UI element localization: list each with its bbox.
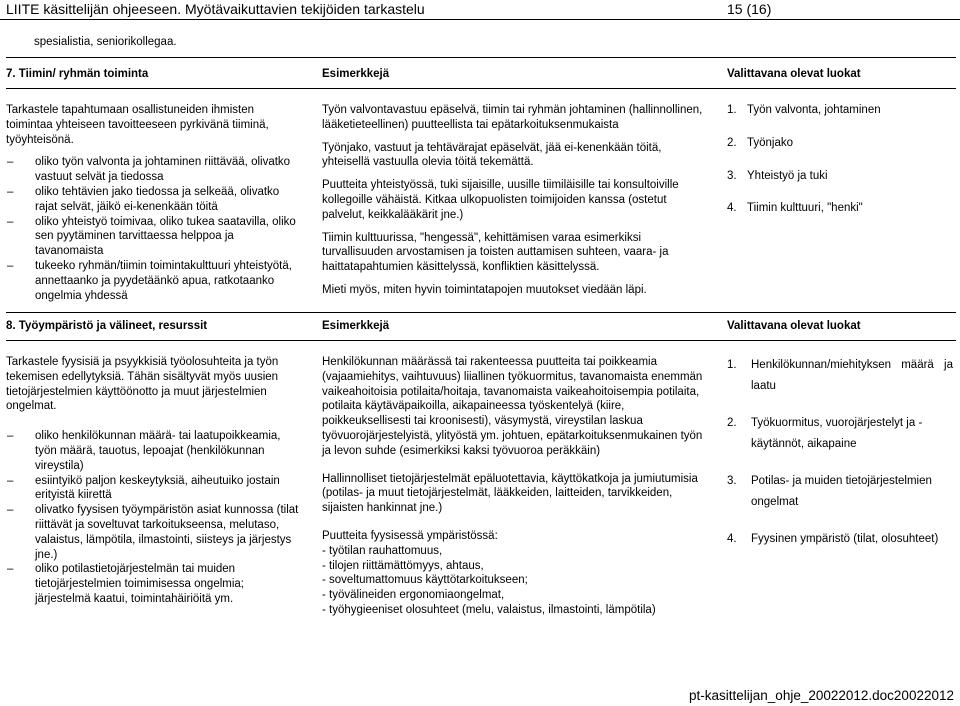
section-8-intro: Tarkastele fyysisiä ja psyykkisiä työolosuhteita ja työn tekemisen edellytyksiä. Tähän sisältyvät myös uusien tietojärjestelmien käyttöönotto ja muut järjestelmien ongelmat. <box>6 356 279 413</box>
divider <box>6 57 956 58</box>
question-item: – oliko työn valvonta ja johtaminen riittävää, olivatko vastuut selvät ja tiedossa <box>6 155 302 185</box>
divider <box>6 312 956 313</box>
section-8-examples-heading: Esimerkkejä <box>322 320 390 332</box>
class-label: Yhteistyö ja tuki <box>747 169 828 182</box>
section-7-intro: Tarkastele tapahtumaan osallistuneiden ihmisten toimintaa yhteiseen tavoitteeseen pyrkivänä tiiminä, työyhteisönä. <box>6 104 269 146</box>
class-number: 2. <box>727 417 737 429</box>
section-7-description <box>6 103 302 303</box>
section-8-examples <box>322 355 714 626</box>
example-paragraph: Työn valvontavastuu epäselvä, tiimin tai ryhmän johtaminen (hallinnollinen, lääketieteellinen) puutteellista tai epätarkoituksenmukaista <box>322 104 703 131</box>
question-item: – oliko henkilökunnan määrä- tai laatupoikkeamia, työn määrä, tauotus, lepoajat (henkilökunnan vireystila) <box>6 429 302 473</box>
section-8-classes-heading: Valittavana olevat luokat <box>727 320 861 332</box>
example-paragraph: Henkilökunnan määrässä tai rakenteessa puutteita tai poikkeamia (vajaamiehitys, vaihtuvuus) liiallinen työkuormitus, tavanomaista enemmän vaikeahoitoisia potilaita/hoitaja, tavanomaista vaikeahoitoisempia potilaita, potilaita käytäväpaikoilla, aikapaineessa työskentelyä (kiire, poikkeuksellisesti tai kroonisesti), väsymystä, vireystilan laskua työvuorojärjestelyistä, ylityöstä ym. johtuen, epätarkoituksenmukainen työn ja levon suhde (esimerkiksi kaksi työvuoroa peräkkäin) <box>322 356 703 457</box>
question-item: – olivatko fyysisen työympäristön asiat kunnossa (tilat riittävät ja soveltuvat tarkoitukseensa, melutaso, valaistus, lämpötila, ilmastointi, siisteys ja järjestys jne.) <box>6 503 302 562</box>
class-number: 2. <box>727 136 737 149</box>
class-item <box>727 136 952 151</box>
class-item <box>727 103 952 118</box>
document-title: LIITE käsittelijän ohjeeseen. Myötävaikuttavien tekijöiden tarkastelu <box>6 1 425 17</box>
class-number: 1. <box>727 359 737 371</box>
class-item <box>727 169 952 184</box>
class-item <box>727 201 952 216</box>
class-item <box>727 355 953 397</box>
section-7-heading: 7. Tiimin/ ryhmän toiminta <box>6 68 149 80</box>
class-label: Potilas- ja muiden tietojärjestelmien ongelmat <box>751 475 932 508</box>
document-footer: pt-kasittelijan_ohje_20022012.doc20022012 <box>689 688 954 703</box>
class-label: Työnjako <box>747 136 794 149</box>
class-label: Fyysinen ympäristö (tilat, olosuhteet) <box>751 533 939 545</box>
class-label: Työkuormitus, vuorojärjestelyt ja -käytännöt, aikapaine <box>751 417 923 450</box>
section-8-description <box>6 355 302 607</box>
question-item: – oliko yhteistyö toimivaa, oliko tukea saatavilla, oliko sen pyytäminen tarvittaessa helppoa ja tavanomaista <box>6 215 302 259</box>
class-item <box>727 413 953 455</box>
section-8-heading: 8. Työympäristö ja välineet, resurssit <box>6 320 208 332</box>
section-8-classes <box>727 355 953 550</box>
example-paragraph: Puutteita fyysisessä ympäristössä: - työtilan rauhattomuus, - tilojen riittämättömyys, ahtaus, - soveltumattomuus käyttötarkoitukseen; - työvälineiden ergonomiaongelmat, - työhygieeniset olosuhteet (melu, valaistus, ilmastointi, lämpötila) <box>322 529 656 616</box>
divider <box>6 88 956 89</box>
example-paragraph: Hallinnolliset tietojärjestelmät epäluotettavia, käyttökatkoja ja jumiutumisia (potilas- ja muut tietojärjestelmät, lääkkeiden, laitteiden, tarvikkeiden, sijaisten hankinnat jne.) <box>322 472 698 515</box>
question-item: – oliko tehtävien jako tiedossa ja selkeää, olivatko rajat selvät, jäikö ei-kenenkään töitä <box>6 185 302 215</box>
class-label: Tiimin kulttuuri, "henki" <box>747 202 863 215</box>
question-item: – oliko potilastietojärjestelmän tai muiden tietojärjestelmien toimimisessa ongelmia; järjestelmä kaatui, toimintahäiriöitä ym. <box>6 562 302 606</box>
section-8-questions <box>6 429 302 607</box>
example-paragraph: Mieti myös, miten hyvin toimintatapojen muutokset viedään läpi. <box>322 283 647 296</box>
section-7-examples-heading: Esimerkkejä <box>322 68 390 80</box>
question-item: – esiintyikö paljon keskeytyksiä, aiheutuiko jostain erityistä kiirettä <box>6 474 302 504</box>
continuation-text: spesialistia, seniorikollegaa. <box>34 36 177 48</box>
class-label: Työn valvonta, johtaminen <box>747 104 881 116</box>
example-paragraph: Tiimin kulttuurissa, "hengessä", kehittämisen varaa esimerkiksi turvallisuuden arvostamisen ja toisten auttamisen suhteen, vaara- ja haittatapahtumien käsittelyssä, konfliktien käsittelyssä. <box>322 231 669 274</box>
section-7-classes <box>727 103 952 216</box>
class-item <box>727 529 953 550</box>
divider <box>6 340 956 341</box>
class-item <box>727 471 953 513</box>
section-7-examples <box>322 103 712 306</box>
class-number: 3. <box>727 475 737 487</box>
question-item: – tukeeko ryhmän/tiimin toimintakulttuuri yhteistyötä, annettaanko ja pyydetäänkö apua, ratkotaanko ongelmia yhdessä <box>6 259 302 303</box>
class-label: Henkilökunnan/miehityksen määrä ja laatu <box>751 359 953 392</box>
example-paragraph: Puutteita yhteistyössä, tuki sijaisille, uusille tiimiläisille tai konsultoiville kollegoille vähäistä. Kitkaa ulkopuolisten toimijoiden kanssa (ostetut palvelut, keikkalääkärit jne.) <box>322 179 679 221</box>
class-number: 3. <box>727 169 737 182</box>
class-number: 4. <box>727 202 737 215</box>
class-number: 1. <box>727 104 737 116</box>
example-paragraph: Työnjako, vastuut ja tehtävärajat epäselvät, jää ei-kenenkään töitä, yhteisellä vastuulla olevia töitä tekemättä. <box>322 141 662 169</box>
page-number: 15 (16) <box>727 1 772 17</box>
section-7-classes-heading: Valittavana olevat luokat <box>727 68 861 80</box>
class-number: 4. <box>727 533 737 545</box>
section-7-questions <box>6 155 302 303</box>
